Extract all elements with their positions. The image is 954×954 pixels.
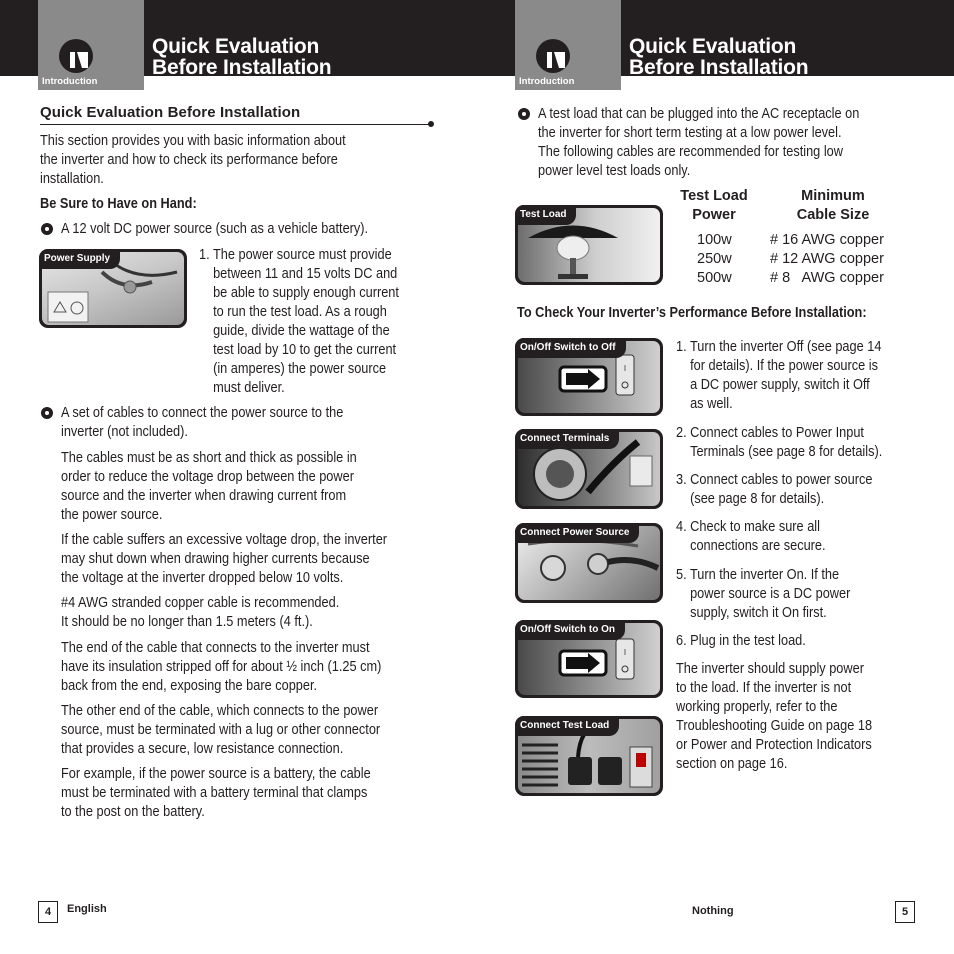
- line: for details). If the power source is: [690, 358, 879, 374]
- step-1: [676, 338, 881, 414]
- paragraph-battery: [61, 765, 371, 822]
- step-3: [676, 471, 872, 509]
- line: The cables must be as short and thick as possible in: [61, 450, 357, 466]
- bullet-icon: [41, 223, 53, 235]
- line: have its insulation stripped off for about ½ inch (1.25 cm): [61, 659, 382, 675]
- footer-center-text: Nothing: [692, 905, 734, 917]
- line: A set of cables to connect the power source to the: [61, 405, 344, 421]
- line: Minimum: [801, 188, 865, 204]
- line: Terminals (see page 8 for details).: [690, 444, 883, 460]
- table-cell-cable: # 16 AWG copper: [770, 232, 884, 248]
- line: connections are secure.: [690, 538, 826, 554]
- paragraph-awg: [61, 594, 339, 632]
- line: that provides a secure, low resistance connection.: [61, 741, 344, 757]
- item-1-text: [199, 246, 399, 398]
- line: to the post on the battery.: [61, 804, 205, 820]
- photo-label: Connect Test Load: [515, 716, 619, 736]
- line: 3. Connect cables to power source: [676, 472, 873, 488]
- step-2: [676, 424, 882, 462]
- line: supply, switch it On first.: [690, 605, 827, 621]
- line: may shut down when drawing higher currents because: [61, 551, 370, 567]
- section-tab-right: [515, 0, 621, 90]
- check-performance-heading: To Check Your Inverter’s Performance Before Installation:: [517, 305, 867, 321]
- line: installation.: [40, 171, 104, 187]
- heading-rule-dot: [428, 121, 434, 127]
- bullet-icon: [518, 108, 530, 120]
- line: to the load. If the inverter is not: [676, 680, 852, 696]
- line: 2. Connect cables to Power Input: [676, 425, 864, 441]
- line: the voltage at the inverter dropped below 10 volts.: [61, 570, 344, 586]
- photo-label: Connect Terminals: [515, 429, 619, 449]
- line: 1. The power source must provide: [199, 247, 392, 263]
- line: 1. Turn the inverter Off (see page 14: [676, 339, 882, 355]
- tab-label: Introduction: [42, 76, 98, 87]
- step-5: [676, 566, 850, 623]
- line: a DC power supply, switch it Off: [690, 377, 870, 393]
- line: If the cable suffers an excessive voltage drop, the inverter: [61, 532, 388, 548]
- photo-connect-terminals: [515, 429, 663, 509]
- line: working properly, refer to the: [676, 699, 838, 715]
- title-line-1: Quick Evaluation: [629, 35, 797, 58]
- line: source, must be terminated with a lug or other connector: [61, 722, 381, 738]
- table-header-power: [670, 187, 758, 225]
- logo-icon: [535, 38, 571, 74]
- line: to run the test load. As a rough: [213, 304, 387, 320]
- table-cell-cable: # 12 AWG copper: [770, 251, 884, 267]
- photo-switch-on: [515, 620, 663, 698]
- line: the power source.: [61, 507, 163, 523]
- line: as well.: [690, 396, 733, 412]
- table-cell-power: 500w: [697, 270, 732, 286]
- footer-language: English: [67, 903, 107, 915]
- line: test load by 10 to get the current: [213, 342, 397, 358]
- line: section on page 16.: [676, 756, 788, 772]
- photo-label: Connect Power Source: [515, 523, 639, 543]
- line: The end of the cable that connects to the inverter must: [61, 640, 370, 656]
- line: It should be no longer than 1.5 meters (4 ft.).: [61, 614, 313, 630]
- line: Cable Size: [796, 207, 870, 223]
- line: source and the inverter when drawing current from: [61, 488, 347, 504]
- photo-power-supply: [39, 249, 187, 328]
- svg-text:I: I: [623, 364, 627, 373]
- line: be able to supply enough current: [213, 285, 399, 301]
- line: must deliver.: [213, 380, 285, 396]
- photo-label: Test Load: [515, 205, 576, 225]
- paragraph-lug: [61, 702, 380, 759]
- line: Test Load: [680, 188, 748, 204]
- photo-label: On/Off Switch to On: [515, 620, 625, 640]
- page-number-left: 4: [38, 901, 58, 923]
- paragraph-insulation: [61, 639, 381, 696]
- line: A test load that can be plugged into the AC receptacle on: [538, 106, 860, 122]
- line: or Power and Protection Indicators: [676, 737, 872, 753]
- table-cell-power: 100w: [697, 232, 732, 248]
- title-line-1: Quick Evaluation: [152, 35, 320, 58]
- heading-rule: [40, 124, 429, 125]
- table-cell-cable: # 8 AWG copper: [770, 270, 884, 286]
- paragraph-cables-short: [61, 449, 357, 525]
- title-line-2: Before Installation: [152, 56, 332, 79]
- svg-text:I: I: [623, 648, 627, 657]
- line: The following cables are recommended for testing low: [538, 144, 843, 160]
- photo-connect-test-load: [515, 716, 663, 796]
- section-heading: Quick Evaluation Before Installation: [40, 104, 301, 121]
- line: guide, divide the wattage of the: [213, 323, 390, 339]
- line: inverter (not included).: [61, 424, 188, 440]
- closing-paragraph: [676, 660, 872, 774]
- photo-connect-power-source: [515, 523, 663, 603]
- page-title-left: [152, 36, 331, 78]
- line: The inverter should supply power: [676, 661, 864, 677]
- line: This section provides you with basic information about: [40, 133, 346, 149]
- paragraph-voltage-drop: [61, 531, 387, 588]
- bullet-power-source: A 12 volt DC power source (such as a vehicle battery).: [61, 221, 369, 237]
- line: between 11 and 15 volts DC and: [213, 266, 398, 282]
- line: (see page 8 for details).: [690, 491, 825, 507]
- line: Power: [692, 207, 736, 223]
- title-line-2: Before Installation: [629, 56, 809, 79]
- line: the inverter and how to check its performance before: [40, 152, 338, 168]
- bullet-test-load: [538, 105, 859, 181]
- page-title-right: [629, 36, 808, 78]
- line: The other end of the cable, which connects to the power: [61, 703, 379, 719]
- line: must be terminated with a battery terminal that clamps: [61, 785, 368, 801]
- page-number-right: 5: [895, 901, 915, 923]
- bullet-cables: [61, 404, 343, 442]
- photo-label: Power Supply: [39, 249, 120, 269]
- table-cell-power: 250w: [697, 251, 732, 267]
- photo-switch-off: [515, 338, 663, 416]
- line: Troubleshooting Guide on page 18: [676, 718, 873, 734]
- bullet-icon: [41, 407, 53, 419]
- section-tab-left: [38, 0, 144, 90]
- line: 5. Turn the inverter On. If the: [676, 567, 840, 583]
- tab-label: Introduction: [519, 76, 575, 87]
- logo-icon: [58, 38, 94, 74]
- line: back from the end, exposing the bare copper.: [61, 678, 318, 694]
- step-4: [676, 518, 826, 556]
- line: the inverter for short term testing at a low power level.: [538, 125, 842, 141]
- line: (in amperes) the power source: [213, 361, 387, 377]
- have-on-hand-heading: Be Sure to Have on Hand:: [40, 196, 197, 212]
- line: order to reduce the voltage drop between the power: [61, 469, 354, 485]
- step-6: 6. Plug in the test load.: [676, 633, 806, 649]
- line: For example, if the power source is a battery, the cable: [61, 766, 371, 782]
- line: power level test loads only.: [538, 163, 691, 179]
- line: power source is a DC power: [690, 586, 851, 602]
- table-header-cable: [778, 187, 888, 225]
- photo-label: On/Off Switch to Off: [515, 338, 626, 358]
- photo-test-load: [515, 205, 663, 285]
- line: #4 AWG stranded copper cable is recommended.: [61, 595, 340, 611]
- line: 4. Check to make sure all: [676, 519, 820, 535]
- intro-paragraph: [40, 132, 346, 189]
